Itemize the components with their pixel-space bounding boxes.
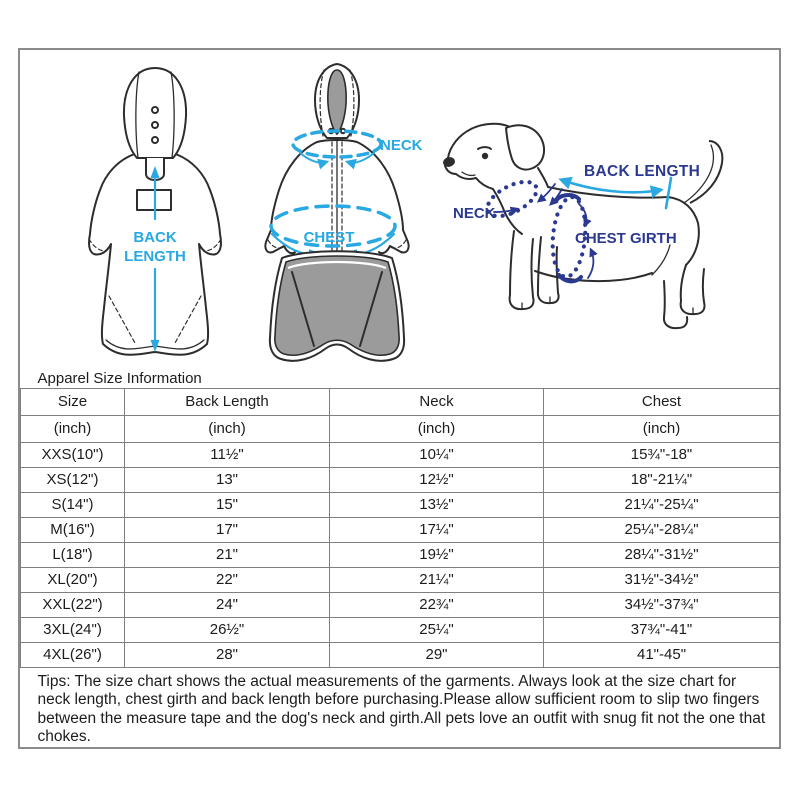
table-cell: 18"-21¼" <box>544 467 780 492</box>
table-cell: 25¼" <box>330 617 544 642</box>
table-cell: 34½"-37¾" <box>544 592 780 617</box>
table-row <box>21 592 780 617</box>
table-cell: 31½"-34½" <box>544 567 780 592</box>
belly-lining <box>275 256 399 355</box>
table-row <box>21 617 780 642</box>
dog-ear <box>506 125 544 169</box>
table-title-row <box>21 370 780 389</box>
column-header: Chest <box>544 388 780 415</box>
snap-button <box>152 122 158 128</box>
table-cell: 29" <box>330 642 544 667</box>
table-cell: XXS(10") <box>21 442 125 467</box>
table-cell: 13" <box>125 467 330 492</box>
column-header: Neck <box>330 388 544 415</box>
table-cell: 22¾" <box>330 592 544 617</box>
snap-button <box>152 137 158 143</box>
table-cell: 17" <box>125 517 330 542</box>
unit-cell: (inch) <box>544 415 780 442</box>
chest-girth-label: CHEST GIRTH <box>575 230 677 247</box>
table-cell: 21¼" <box>330 567 544 592</box>
table-row <box>21 642 780 667</box>
size-chart-panel <box>18 48 781 749</box>
column-header: Size <box>21 388 125 415</box>
table-title: Apparel Size Information <box>21 370 780 389</box>
dog-nose <box>442 156 456 168</box>
back-length-label: BACK LENGTH <box>584 163 701 180</box>
table-row <box>21 567 780 592</box>
neck-label: NECK <box>453 205 496 222</box>
table-cell: XL(20") <box>21 567 125 592</box>
table-cell: 10¼" <box>330 442 544 467</box>
table-row <box>21 442 780 467</box>
table-body <box>21 442 780 667</box>
table-cell: 19½" <box>330 542 544 567</box>
neck-label: NECK <box>380 137 423 154</box>
table-units-row <box>21 415 780 442</box>
dog-side-view-illustration <box>438 113 748 348</box>
table-cell: 11½" <box>125 442 330 467</box>
table-cell: 13½" <box>330 492 544 517</box>
table-cell: XXL(22") <box>21 592 125 617</box>
table-cell: 21" <box>125 542 330 567</box>
table-cell: 21¼"-25¼" <box>544 492 780 517</box>
table-cell: 41"-45" <box>544 642 780 667</box>
coat-back-view-illustration <box>80 62 230 362</box>
back-length-arrow <box>562 180 660 192</box>
table-cell: 4XL(26") <box>21 642 125 667</box>
dog-eye <box>482 153 488 159</box>
coat-belly-view-illustration <box>262 56 452 366</box>
table-cell: M(16") <box>21 517 125 542</box>
column-header: Back Length <box>125 388 330 415</box>
table-cell: 12½" <box>330 467 544 492</box>
snap-button <box>152 107 158 113</box>
table-cell: 25¼"-28¼" <box>544 517 780 542</box>
table-cell: 3XL(24") <box>21 617 125 642</box>
back-length-label: LENGTH <box>124 248 186 265</box>
table-header-row <box>21 388 780 415</box>
unit-cell: (inch) <box>125 415 330 442</box>
tips-row <box>21 667 780 747</box>
unit-cell: (inch) <box>330 415 544 442</box>
back-length-label: BACK <box>133 229 177 246</box>
table-cell: 37¾"-41" <box>544 617 780 642</box>
table-cell: 15" <box>125 492 330 517</box>
table-cell: 26½" <box>125 617 330 642</box>
table-row <box>21 467 780 492</box>
size-table <box>20 370 780 747</box>
table-cell: S(14") <box>21 492 125 517</box>
table-cell: 24" <box>125 592 330 617</box>
table-row <box>21 492 780 517</box>
table-cell: XS(12") <box>21 467 125 492</box>
table-cell: L(18") <box>21 542 125 567</box>
chest-label: CHEST <box>303 229 355 246</box>
table-cell: 17¼" <box>330 517 544 542</box>
table-cell: 28¼"-31½" <box>544 542 780 567</box>
unit-cell: (inch) <box>21 415 125 442</box>
table-row <box>21 517 780 542</box>
table-cell: 15¾"-18" <box>544 442 780 467</box>
tips-text: Tips: The size chart shows the actual measurements of the garments. Always look at the size chart for neck length, chest girth and back length before purchasing.Please allow sufficient room to slip two fingers between the measure tape and the dog's neck and girth.All pets love an outfit with snug fit not the one that chokes. <box>21 667 780 747</box>
measurement-diagrams <box>20 50 779 381</box>
table-cell: 28" <box>125 642 330 667</box>
table-cell: 22" <box>125 567 330 592</box>
table-row <box>21 542 780 567</box>
